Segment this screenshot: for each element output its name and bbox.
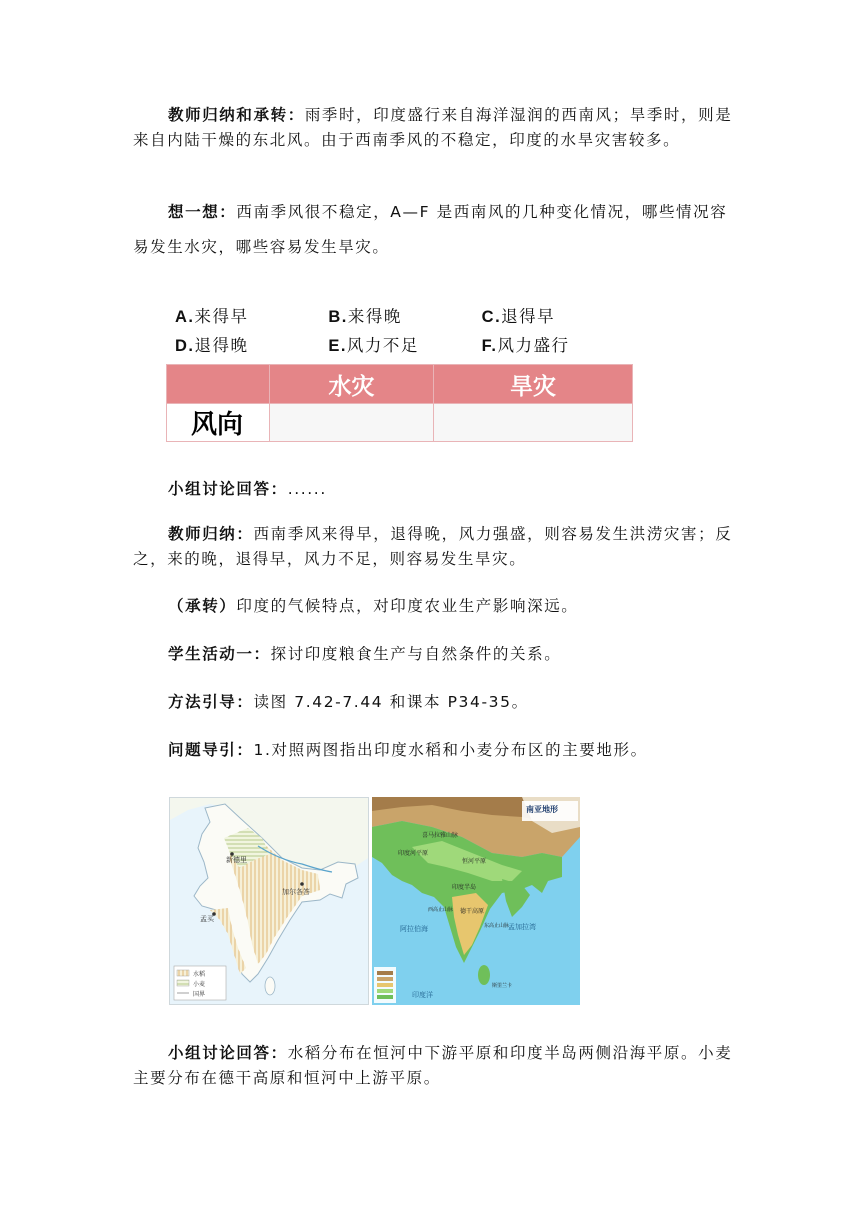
map2-label-west-ghats: 西高止山脉 xyxy=(428,907,454,913)
label-activity: 学生活动一： xyxy=(168,645,271,663)
option-f: F.风力盛行 xyxy=(481,335,570,355)
label-group-answer-1: 小组讨论回答： xyxy=(168,480,288,498)
paragraph-transition xyxy=(133,594,733,619)
option-c: C.退得早 xyxy=(481,306,556,326)
table-corner xyxy=(167,365,270,404)
label-think: 想一想： xyxy=(168,203,237,221)
option-b: B.来得晚 xyxy=(328,306,402,326)
table-header-drought: 旱灾 xyxy=(434,365,633,404)
table-cell-drought xyxy=(434,404,633,442)
paragraph-think xyxy=(133,195,733,265)
south-asia-terrain-map xyxy=(372,797,580,1005)
label-transition: （承转） xyxy=(168,597,237,615)
table-cell-flood xyxy=(270,404,434,442)
map2-legend xyxy=(374,967,396,1003)
text-think: 西南季风很不稳定，A—F 是西南风的几种变化情况，哪些情况容易发生水灾，哪些容易发生旱灾。 xyxy=(133,203,728,256)
table-row-label: 风向 xyxy=(167,404,270,442)
map1-city-kolkata: 加尔各答 xyxy=(282,888,310,896)
map2-label-srilanka: 斯里兰卡 xyxy=(492,983,513,989)
svg-text:水稻: 水稻 xyxy=(193,971,206,978)
map2-label-indian-ocean: 印度洋 xyxy=(412,991,433,999)
text-method: 读图 7.42-7.44 和课本 P34-35。 xyxy=(253,693,529,711)
paragraph-question xyxy=(133,738,733,763)
map2-label-indus: 印度河平原 xyxy=(398,850,429,857)
map1-city-newdelhi: 新德里 xyxy=(226,856,247,864)
map2-label-ganges: 恒河平原 xyxy=(462,858,487,865)
label-teacher-summary: 教师归纳和承转： xyxy=(168,106,305,124)
map2-label-arabian-sea: 阿拉伯海 xyxy=(400,925,428,933)
svg-text:小麦: 小麦 xyxy=(193,981,206,988)
label-question: 问题导引： xyxy=(168,741,254,759)
option-e: E.风力不足 xyxy=(328,335,419,355)
svg-text:国界: 国界 xyxy=(193,991,206,998)
table-header-flood: 水灾 xyxy=(270,365,434,404)
text-transition: 印度的气候特点，对印度农业生产影响深远。 xyxy=(236,597,579,615)
options-grid xyxy=(175,300,635,358)
option-d: D.退得晚 xyxy=(175,335,249,355)
map2-title: 南亚地形 xyxy=(526,805,558,814)
text-activity: 探讨印度粮食生产与自然条件的关系。 xyxy=(270,645,562,663)
india-crop-map xyxy=(169,797,369,1005)
map2-label-bay: 孟加拉湾 xyxy=(508,923,536,931)
flood-drought-table xyxy=(166,364,633,442)
map1-city-mumbai: 孟买 xyxy=(200,915,214,923)
paragraph-teacher-summary-2 xyxy=(133,522,733,572)
paragraph-method xyxy=(133,690,733,715)
text-teacher-summary-2: 西南季风来得早，退得晚，风力强盛，则容易发生洪涝灾害；反之，来的晚，退得早，风力不足，则容易发生旱灾。 xyxy=(133,525,733,568)
label-group-answer-2: 小组讨论回答： xyxy=(168,1044,288,1062)
paragraph-activity xyxy=(133,642,733,667)
paragraph-group-answer-1 xyxy=(133,477,733,502)
text-teacher-summary: 雨季时，印度盛行来自海洋湿润的西南风；旱季时，则是来自内陆干燥的东北风。由于西南季风的不稳定，印度的水旱灾害较多。 xyxy=(133,106,733,149)
paragraph-group-answer-2 xyxy=(133,1041,733,1091)
label-teacher-summary-2: 教师归纳： xyxy=(168,525,254,543)
map2-label-himalaya: 喜马拉雅山脉 xyxy=(422,832,459,839)
map2-label-peninsula: 印度半岛 xyxy=(452,884,477,891)
map2-label-deccan: 德干高原 xyxy=(460,908,485,915)
paragraph-teacher-summary xyxy=(133,103,733,153)
option-a: A.来得早 xyxy=(175,306,249,326)
map2-label-east-ghats: 东高止山脉 xyxy=(484,923,510,929)
maps-row xyxy=(169,797,580,1005)
map1-legend xyxy=(174,966,226,1000)
text-group-answer-2: 水稻分布在恒河中下游平原和印度半岛两侧沿海平原。小麦主要分布在德干高原和恒河中上游平原。 xyxy=(133,1044,733,1087)
text-group-answer-1: ...... xyxy=(287,480,327,498)
label-method: 方法引导： xyxy=(168,693,254,711)
text-question: 1.对照两图指出印度水稻和小麦分布区的主要地形。 xyxy=(253,741,648,759)
